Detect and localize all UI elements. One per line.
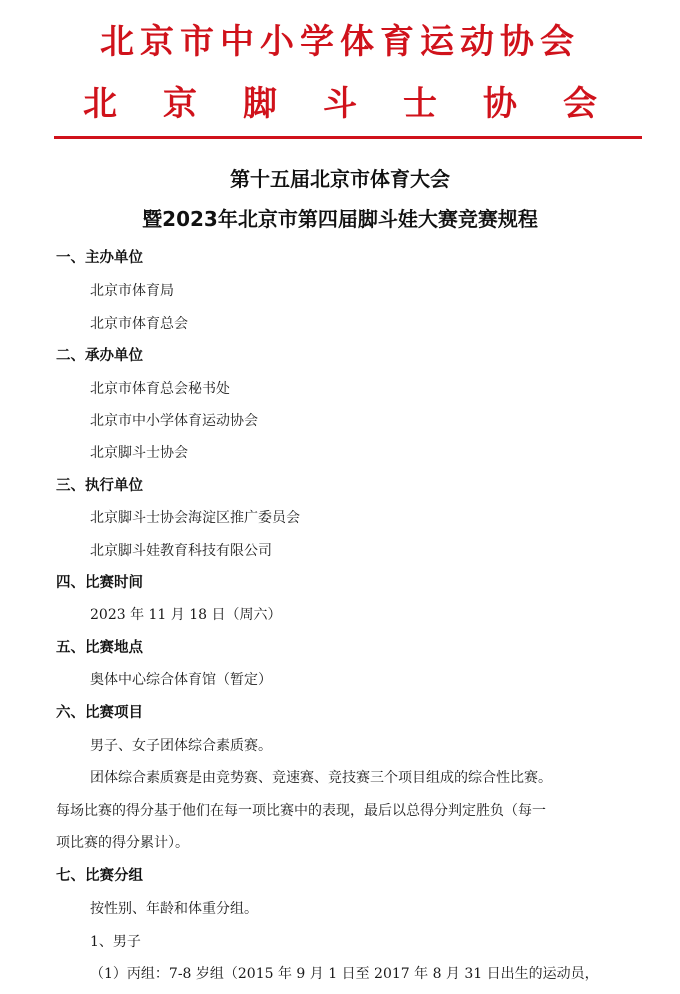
section-heading-events: 六、比赛项目 [56, 705, 143, 721]
document-title-line-1: 第十五届北京市体育大会 [230, 167, 450, 191]
list-item: 北京市体育局 [90, 283, 174, 299]
paragraph: （1）丙组：7-8 岁组（2015 年 9 月 1 日至 2017 年 8 月 31 日出生的运动员， [90, 966, 599, 982]
list-item: 北京市体育总会秘书处 [90, 381, 230, 397]
paragraph: 团体综合素质赛是由竞势赛、竞速赛、竞技赛三个项目组成的综合性比赛。 [90, 770, 552, 786]
paragraph: 男子、女子团体综合素质赛。 [90, 738, 272, 754]
section-heading-venue: 五、比赛地点 [56, 640, 143, 656]
list-item: 北京市中小学体育运动协会 [90, 413, 258, 429]
paragraph: 每场比赛的得分基于他们在每一项比赛中的表现，最后以总得分判定胜负（每一 [56, 803, 546, 819]
organizer-name-1: 北京市中小学体育运动协会 [100, 22, 580, 62]
list-item: 北京脚斗娃教育科技有限公司 [90, 543, 272, 559]
list-item: 北京脚斗士协会海淀区推广委员会 [90, 510, 300, 526]
list-item: 北京市体育总会 [90, 316, 188, 332]
competition-venue: 奥体中心综合体育馆（暂定） [90, 672, 272, 688]
section-heading-host: 二、承办单位 [56, 348, 143, 364]
section-heading-organizer: 一、主办单位 [56, 250, 143, 266]
header-divider [54, 136, 642, 139]
paragraph: 按性别、年龄和体重分组。 [90, 901, 258, 917]
section-heading-groups: 七、比赛分组 [56, 868, 143, 884]
section-heading-time: 四、比赛时间 [56, 575, 143, 591]
section-heading-executor: 三、执行单位 [56, 478, 143, 494]
paragraph: 项比赛的得分累计）。 [56, 835, 189, 851]
organizer-name-2: 北京脚斗士协会 [83, 84, 643, 124]
document-title-line-2: 暨2023年北京市第四届脚斗娃大赛竞赛规程 [142, 207, 538, 231]
list-item: 北京脚斗士协会 [90, 445, 188, 461]
paragraph: 1、男子 [90, 934, 141, 950]
competition-date: 2023 年 11 月 18 日（周六） [90, 607, 282, 623]
